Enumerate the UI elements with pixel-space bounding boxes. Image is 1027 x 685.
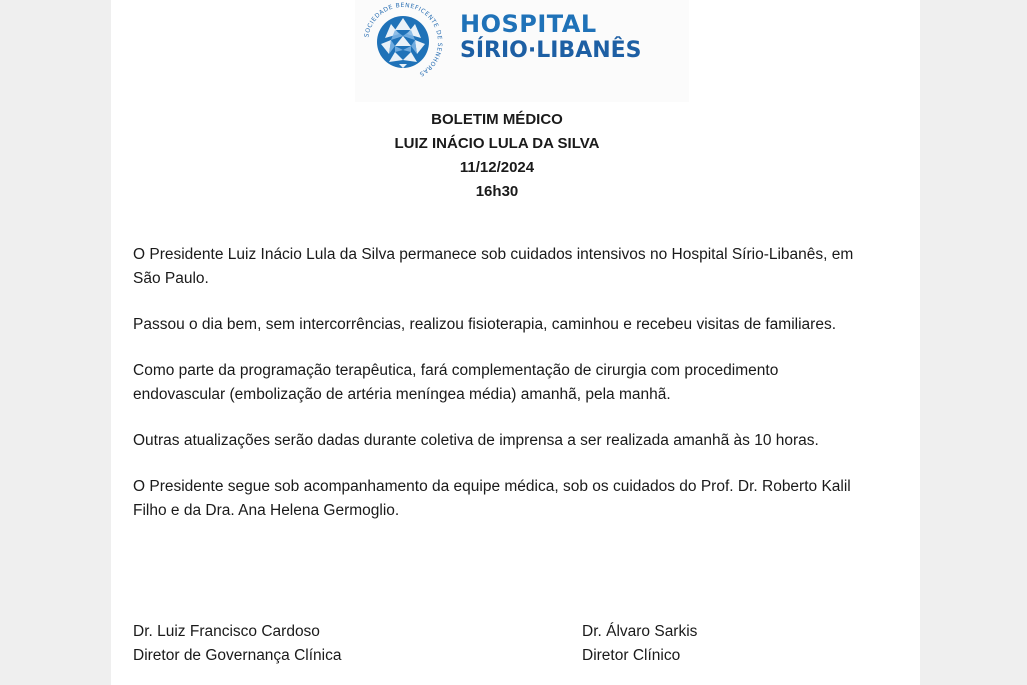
hospital-name-line2: SÍRIO·LIBANÊS bbox=[460, 38, 642, 64]
bulletin-header bbox=[111, 108, 883, 204]
paragraph: Como parte da programação terapêutica, fará complementação de cirurgia com procedimento endovascular (embolização de artéria meníngea média) amanhã, pela manhã. bbox=[133, 362, 779, 403]
bulletin-time: 16h30 bbox=[475, 183, 519, 200]
bulletin-body bbox=[133, 243, 873, 545]
bulletin-date: 11/12/2024 bbox=[459, 159, 535, 176]
signature-role: Diretor de Governança Clínica bbox=[133, 647, 342, 664]
patient-name: LUIZ INÁCIO LULA DA SILVA bbox=[394, 135, 600, 152]
hospital-name bbox=[460, 10, 642, 64]
document-page bbox=[111, 0, 920, 685]
signature-name: Dr. Luiz Francisco Cardoso bbox=[133, 623, 320, 640]
svg-text:SOCIEDADE BENEFICENTE DE SENHO: SOCIEDADE BENEFICENTE DE SENHORAS bbox=[363, 1, 444, 78]
signature-left bbox=[133, 620, 342, 668]
bulletin-title: BOLETIM MÉDICO bbox=[431, 111, 563, 128]
signature-name: Dr. Álvaro Sarkis bbox=[582, 623, 698, 640]
hospital-emblem-icon bbox=[361, 0, 445, 84]
paragraph: Outras atualizações serão dadas durante coletiva de imprensa a ser realizada amanhã às 10 horas. bbox=[133, 432, 819, 449]
paragraph: O Presidente segue sob acompanhamento da equipe médica, sob os cuidados do Prof. Dr. Roberto Kalil Filho e da Dra. Ana Helena Germoglio. bbox=[133, 478, 851, 519]
signature-right bbox=[582, 620, 697, 668]
paragraph: O Presidente Luiz Inácio Lula da Silva permanece sob cuidados intensivos no Hospital Sírio-Libanês, em São Paulo. bbox=[133, 246, 854, 287]
hospital-logo bbox=[355, 0, 689, 102]
signature-role: Diretor Clínico bbox=[582, 647, 681, 664]
hospital-name-line1: HOSPITAL bbox=[460, 10, 597, 38]
paragraph: Passou o dia bem, sem intercorrências, realizou fisioterapia, caminhou e recebeu visitas de familiares. bbox=[133, 316, 837, 333]
